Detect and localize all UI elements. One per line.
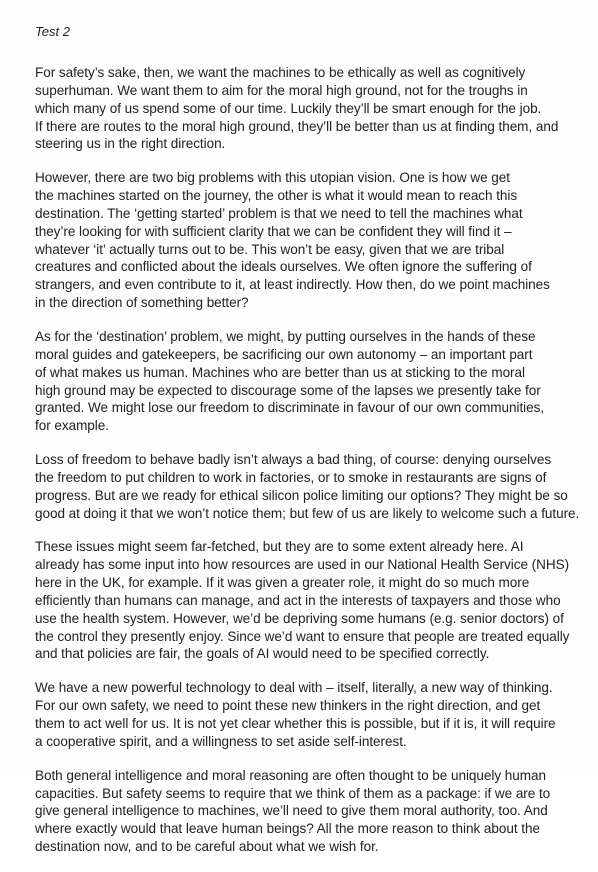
text-line: them to act well for us. It is not yet clear whether this is possible, but if it is, it will require [35,716,556,731]
text-line: capacities. But safety seems to require that we think of them as a package: if we are to [35,785,551,801]
text-line: where exactly would that leave human beings? All the more reason to think about the [35,821,540,837]
text-line: the freedom to put children to work in factories, or to smoke in restaurants are signs of [35,469,547,485]
text-line: efficiently than humans can manage, and act in the interests of taxpayers and those who [35,592,561,608]
document-label: Test 2 [35,24,70,39]
text-line: For our own safety, we need to point these new thinkers in the right direction, and get [35,698,541,714]
paragraph [35,538,583,663]
text-line: which many of us spend some of our time. Luckily they’ll be smart enough for the job. [35,100,542,116]
text-line: progress. But are we ready for ethical silicon police limiting our options? They might be so [35,487,568,503]
document-body [35,64,583,872]
text-line: These issues might seem far-fetched, but they are to some extent already here. AI [35,539,524,555]
text-line: they’re looking for with sufficient clarity that we can be confident they will find it – [35,223,512,239]
text-line: steering us in the right direction. [35,136,226,152]
paragraph [35,679,583,750]
text-line: for example. [35,418,109,434]
text-line: For safety’s sake, then, we want the machines to be ethically as well as cognitively [35,65,526,80]
text-line: already has some input into how resources are used in our National Health Service (NHS) [35,557,570,573]
text-line: superhuman. We want them to aim for the moral high ground, not for the troughs in [35,82,528,98]
text-line: in the direction of something better? [35,295,249,311]
paragraph [35,451,583,522]
text-line: of what makes us human. Machines who are better than us at sticking to the moral [35,364,525,380]
text-line: moral guides and gatekeepers, be sacrificing our own autonomy – an important part [35,346,533,362]
text-line: strangers, and even contribute to it, at least indirectly. How then, do we point machines [35,277,550,293]
text-line: a cooperative spirit, and a willingness to set aside self-interest. [35,733,407,749]
paragraph [35,169,583,312]
text-line: whatever ‘it’ actually turns out to be. This won’t be easy, given that we are tribal [35,241,505,257]
text-line: destination now, and to be careful about what we wish for. [35,839,379,855]
text-line: creatures and conflicted about the ideals ourselves. We often ignore the suffering of [35,259,532,275]
text-line: good at doing it that we won’t notice them; but few of us are likely to welcome such a future. [35,505,580,521]
text-line: If there are routes to the moral high ground, they’ll be better than us at finding them, and [35,118,559,134]
text-line: However, there are two big problems with this utopian vision. One is how we get [35,170,510,186]
text-line: give general intelligence to machines, we’ll need to give them moral authority, too. And [35,803,548,819]
text-line: high ground may be expected to discourage some of the lapses we presently take for [35,382,541,398]
text-line: the control they presently enjoy. Since we’d want to ensure that people are treated equally [35,628,570,644]
text-line: destination. The ‘getting started’ problem is that we need to tell the machines what [35,205,523,221]
text-line: here in the UK, for example. If it was given a greater role, it might do so much more [35,575,530,591]
paragraph [35,767,583,856]
text-line: granted. We might lose our freedom to discriminate in favour of our own communities, [35,400,545,416]
text-line: and that policies are fair, the goals of AI would need to be specified correctly. [35,646,490,662]
text-line: We have a new powerful technology to deal with – itself, literally, a new way of thinking. [35,680,553,696]
text-line: Both general intelligence and moral reasoning are often thought to be uniquely human [35,767,546,783]
paragraph [35,64,583,153]
text-line: the machines started on the journey, the other is what it would mean to reach this [35,188,518,204]
paragraph [35,328,583,435]
text-line: use the health system. However, we’d be depriving some humans (e.g. senior doctors) of [35,610,564,626]
text-line: Loss of freedom to behave badly isn’t always a bad thing, of course: denying ourselves [35,452,552,468]
text-line: As for the ‘destination’ problem, we might, by putting ourselves in the hands of these [35,328,536,344]
